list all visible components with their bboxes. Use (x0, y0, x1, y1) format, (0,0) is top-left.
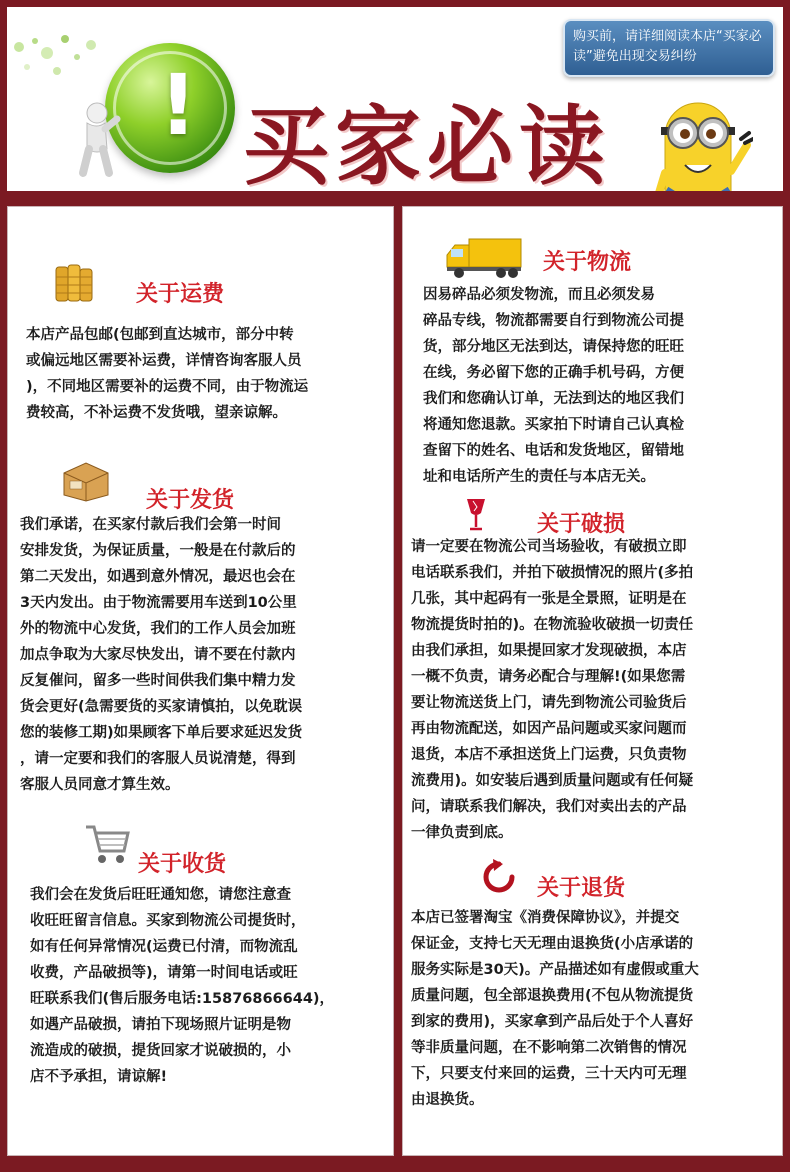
coins-icon (54, 263, 98, 303)
exclamation-icon: ! (159, 56, 198, 154)
delivery-text: 我们承诺，在买家付款后我们会第一时间 安排发货，为保证质量，一般是在付款后的 第二天发出，如遇到意外情况，最迟也会在 3天内发出。由于物流需要用车送到10公里 外的物流中心发货，我们的工作人员会加班 加点争取为大家尽快发出，请不要在付款内 反复催问，留多一些时间供我们集中精力发 货会更好(急需要货的买家请慎拍，以免耽误 您的装修工期)如果顾客下单后要求延迟发货 ，请一定要和我们的客服人员说清楚，得到 客服人员同意才算生效。 (20, 517, 303, 793)
logistics-text: 因易碎品必须发物流，而且必须发易 碎品专线，物流都需要自行到物流公司提 货，部分地区无法到达，请保持您的旺旺 在线，务必留下您的正确手机号码，方便 我们和您确认订单，无法到达的地区我们 将通知您退款。买家拍下时请自己认真检 查留下的姓名、电话和发货地区，留错地 址和电话所产生的责任与本店无关。 (423, 287, 684, 485)
stick-man-icon (71, 99, 121, 179)
notice-banner: 购买前，请详细阅读本店“买家必读”避免出现交易纠纷 (563, 19, 775, 77)
header-banner (7, 7, 783, 191)
logistics-title: 关于物流 (543, 250, 632, 275)
delivery-title: 关于发货 (146, 488, 235, 513)
returns-text: 本店已签署淘宝《消费保障协议》，并提交 保证金，支持七天无理由退换货(小店承诺的 服务实际是30天)。产品描述如有虚假或重大 质量问题，包全部退换费用(不包从物流提货 到家的费用)，买家拿到产品后处于个人喜好 等非质量问题，在不影响第二次销售的情况 下，只要支付来回的运费，三十天内可无理 由退换货。 (411, 910, 699, 1108)
box-icon (60, 459, 112, 503)
minion-icon (643, 93, 753, 191)
shipping-fee-title: 关于运费 (136, 282, 225, 307)
page-title: 买家必读 (243, 96, 611, 191)
cart-icon (84, 821, 132, 865)
receiving-title: 关于收货 (138, 852, 227, 877)
shipping-fee-text: 本店产品包邮(包邮到直达城市，部分中转 或偏远地区需要补运费，详情咨询客服人员 )，不同地区需要补的运费不同，由于物流运 费较高，不补运费不发货哦，望亲谅解。 (26, 327, 309, 421)
broken-glass-icon (465, 497, 487, 533)
damage-text: 请一定要在物流公司当场验收，有破损立即 电话联系我们，并拍下破损情况的照片(多拍 几张，其中起码有一张是全景照，证明是在 物流提货时拍的)。在物流验收破损一切责任 由我们承担，如果提回家才发现破损，本店 一概不负责，请务必配合与理解!(如果您需 要让物流送货上门，请先到物流公司验货后 再由物流配送，如因产品问题或买家问题而 退货，本店不承担送货上门运费，只负责物 流费用)。如安装后遇到质量问题或有任何疑 问，请联系我们解决，我们对卖出去的产品 一律负责到底。 (411, 539, 694, 841)
right-column (402, 206, 783, 1156)
return-arrow-icon (481, 859, 517, 895)
receiving-text: 我们会在发货后旺旺通知您，请您注意查 收旺旺留言信息。买家到物流公司提货时， 如有任何异常情况(运费已付清，而物流乱 收费，产品破损等)，请第一时间电话或旺 旺联系我们(售后服务电话:15876866644)， 如遇产品破损，请拍下现场照片证明是物 流造成的破损，提货回家才说破损的，小 店不予承担，请谅解! (30, 887, 335, 1085)
left-column (7, 206, 394, 1156)
decorative-dots (7, 27, 127, 87)
damage-title: 关于破损 (537, 512, 626, 537)
returns-title: 关于退货 (537, 876, 626, 901)
truck-icon (445, 237, 523, 279)
